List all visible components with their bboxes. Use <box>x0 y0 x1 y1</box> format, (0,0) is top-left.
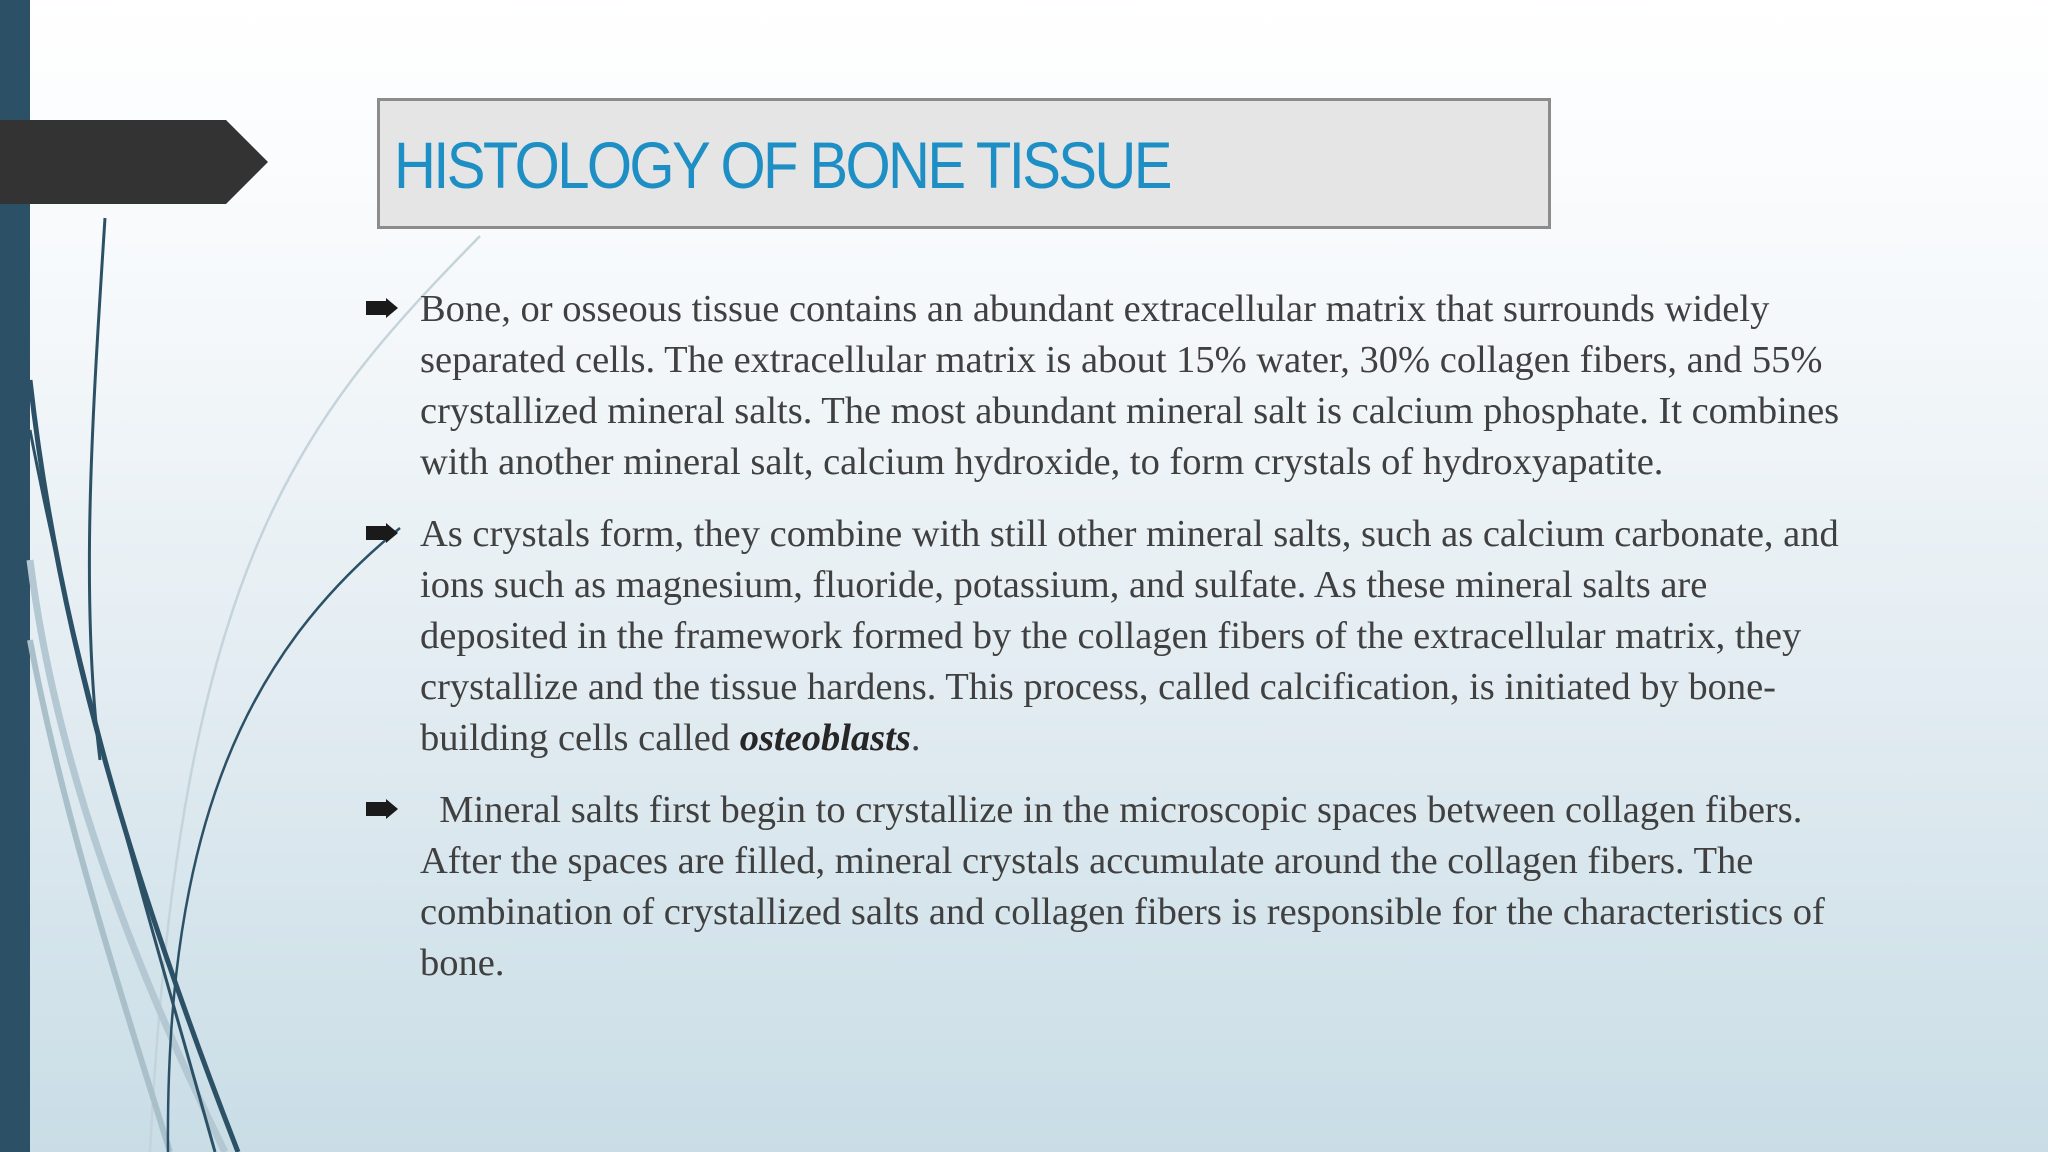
arrow-bullet-icon <box>366 799 398 819</box>
arrow-bullet-icon <box>366 298 398 318</box>
bullet-item <box>362 785 1842 989</box>
title-box <box>377 98 1551 229</box>
bullet-text: As crystals form, they combine with still other mineral salts, such as calcium carbonate, and ions such as magnesium, fluoride, potassium, and sulfate. As these mineral salts are deposited in the framework formed by the collagen fibers of the extracellular matrix, they crystallize and the tissue hardens. This process, called calcification, is initiated by bone-building cells called <box>420 513 1839 759</box>
bullet-text-end: . <box>910 717 921 759</box>
arrow-tab-icon <box>0 120 268 204</box>
emphasized-term: osteoblasts <box>739 717 911 759</box>
arrow-bullet-icon <box>366 523 398 543</box>
bullet-text: Bone, or osseous tissue contains an abundant extracellular matrix that surrounds widely separated cells. The extracellular matrix is about 15% water, 30% collagen fibers, and 55% crystallized mineral salts. The most abundant mineral salt is calcium phosphate. It combines with another mineral salt, calcium hydroxide, to form crystals of hydroxyapatite. <box>420 288 1840 483</box>
bullet-item <box>362 284 1842 488</box>
slide-title: HISTOLOGY OF BONE TISSUE <box>394 128 1170 202</box>
bullet-list <box>362 284 1842 1010</box>
bullet-text: Mineral salts first begin to crystallize in the microscopic spaces between collagen fibers. After the spaces are filled, mineral crystals accumulate around the collagen fibers. The combination of crystallized salts and collagen fibers is responsible for the characteristics of bone. <box>420 789 1825 984</box>
bullet-item <box>362 509 1842 764</box>
